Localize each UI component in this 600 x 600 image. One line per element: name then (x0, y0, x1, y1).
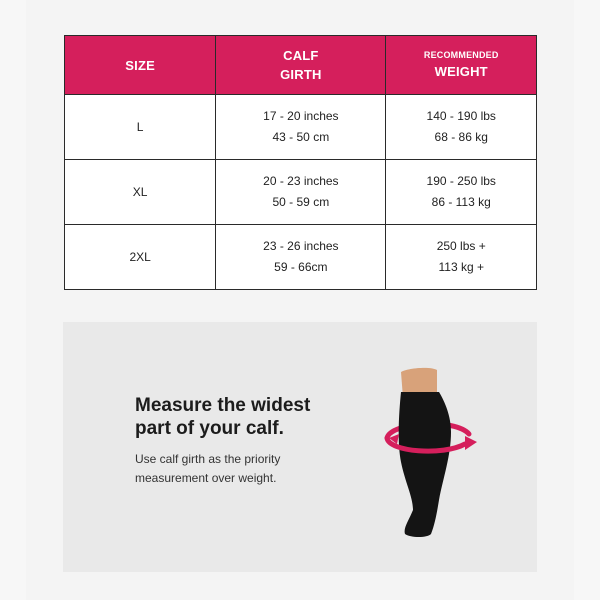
weight-lbs: 250 lbs + (436, 239, 486, 253)
size-cell: 2XL (65, 225, 216, 290)
calf-cm: 59 - 66cm (274, 260, 328, 274)
size-chart-table (64, 35, 537, 290)
weight-lbs: 140 - 190 lbs (426, 109, 496, 123)
weight-kg: 113 kg + (438, 260, 484, 274)
calf-cell (216, 225, 386, 290)
promo-sub-line2: measurement over weight. (135, 471, 277, 485)
header-recommended-weight (386, 36, 537, 95)
promo-heading-line1: Measure the widest (135, 395, 311, 416)
promo-heading-line2: part of your calf. (135, 418, 284, 439)
calf-cm: 43 - 50 cm (272, 130, 330, 144)
weight-lbs: 190 - 250 lbs (426, 174, 496, 188)
promo-subtext (135, 450, 345, 488)
weight-cell (386, 160, 537, 225)
header-calf-line1: CALF (283, 48, 319, 63)
header-size (65, 36, 216, 95)
measure-promo-panel (63, 322, 537, 572)
size-cell: XL (65, 160, 216, 225)
table-row (65, 160, 537, 225)
weight-kg: 86 - 113 kg (431, 195, 491, 209)
promo-sub-line1: Use calf girth as the priority (135, 452, 281, 466)
calf-inches: 17 - 20 inches (263, 109, 339, 123)
calf-inches: 23 - 26 inches (263, 239, 339, 253)
header-weight-line1: RECOMMENDED (423, 50, 499, 60)
calf-cell (216, 160, 386, 225)
calf-inches: 20 - 23 inches (263, 174, 339, 188)
table-row (65, 95, 537, 160)
sock-body (399, 392, 451, 537)
header-calf-line2: GIRTH (280, 67, 322, 82)
table-header-row (65, 36, 537, 95)
header-weight-line2: WEIGHT (434, 64, 488, 79)
compression-sock-icon (373, 352, 483, 542)
calf-cm: 50 - 59 cm (272, 195, 330, 209)
calf-cell (216, 95, 386, 160)
weight-kg: 68 - 86 kg (434, 130, 488, 144)
table-row (65, 225, 537, 290)
header-size-label: SIZE (125, 57, 155, 73)
header-calf-girth (216, 36, 386, 95)
size-cell: L (65, 95, 216, 160)
weight-cell (386, 225, 537, 290)
weight-cell (386, 95, 537, 160)
promo-heading (135, 394, 375, 440)
measure-arrow-head-right (465, 436, 477, 450)
